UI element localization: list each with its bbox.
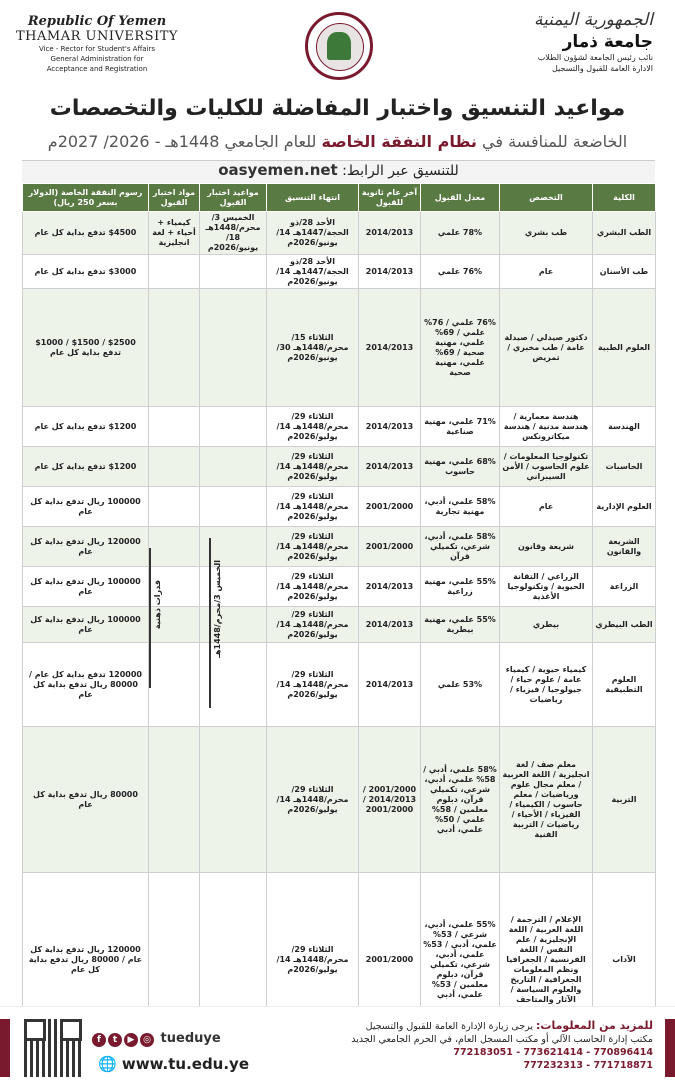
cell-end: الثلاثاء 15/محرم/1448هـ 30/يونيو/2026م — [267, 289, 359, 407]
column-header: معدل القبول — [421, 184, 500, 212]
table-row — [23, 289, 656, 407]
cell-fee: 100000 ريال تدفع بداية كل عام — [23, 567, 149, 607]
vice-rector-ar: نائب رئيس الجامعة لشؤون الطلاب — [537, 53, 653, 62]
admin-ar: الادارة العامة للقبول والتسجيل — [552, 64, 653, 73]
column-header: آخر عام ثانوية للقبول — [359, 184, 421, 212]
cell-year: 2001/2000 — [359, 487, 421, 527]
instagram-icon[interactable]: ◎ — [140, 1033, 154, 1047]
cell-year: 2001/2000 — [359, 527, 421, 567]
cell-year: 2014/2013 — [359, 212, 421, 255]
vice-rector-en: Vice - Rector for Student's Affairs — [38, 45, 156, 53]
cell-subjects — [149, 527, 200, 567]
column-header: مواعيد اختبار القبول — [200, 184, 267, 212]
footer-accent-left — [0, 1019, 10, 1077]
cell-subjects — [149, 487, 200, 527]
subjects-side-label: قدرات ذهنية — [153, 580, 162, 630]
cell-year: 2014/2013 — [359, 255, 421, 289]
cell-end: الثلاثاء 29/محرم/1448هـ 14/يوليو/2026م — [267, 643, 359, 727]
cell-college: الطب البيطري — [593, 607, 656, 643]
cell-fee: 80000 ريال تدفع بداية كل عام — [23, 727, 149, 873]
state-name-en: Republic Of Yemen — [27, 14, 167, 29]
footer-accent-right — [665, 1019, 675, 1077]
cell-college: العلوم الإدارية — [593, 487, 656, 527]
cell-rate: 58% علمي، أدبي، شرعي، تكميلي قرآن — [421, 527, 500, 567]
cell-spec: عام — [500, 487, 593, 527]
cell-rate: 53% علمي — [421, 643, 500, 727]
cell-rate: 55% علمي، أدبي، شرعي / 53% علمي، أدبي / 53% علمي، أدبي، شرعي، تكميلي قرآن، دبلوم معلمين / 53% علمي، أدبي — [421, 873, 500, 1047]
cell-fee: $3000 تدفع بداية كل عام — [23, 255, 149, 289]
subtitle-pre: الخاضعة للمنافسة في — [482, 132, 628, 151]
cell-subjects — [149, 727, 200, 873]
phones-1: 772183051 - 773621414 - 770896414 — [453, 1047, 653, 1058]
cell-spec: بيطري — [500, 607, 593, 643]
cell-subjects — [149, 407, 200, 447]
cell-spec: الإعلام / الترجمة / اللغة العربية / اللغة الإنجليزية / علم النفس / اللغة الفرنسية / الجغرافيا ونظم المعلومات الجغرافية / التاريخ والعلوم السياسة / الآثار والمتاحف — [500, 873, 593, 1047]
cell-test — [200, 289, 267, 407]
university-name-ar: جامعة ذمار — [562, 32, 653, 52]
contact-info — [313, 1019, 653, 1072]
cell-year: 2014/2013 — [359, 643, 421, 727]
table-row — [23, 487, 656, 527]
arabic-header — [463, 10, 653, 74]
cell-fee: $2500 / $1500 / $1000 تدفع بداية كل عام — [23, 289, 149, 407]
cell-end: الثلاثاء 29/محرم/1448هـ 14/يوليو/2026م — [267, 447, 359, 487]
cell-fee: 120000 تدفع بداية كل عام / 80000 ريال تدفع بداية كل عام — [23, 643, 149, 727]
cell-spec: شريعة وقانون — [500, 527, 593, 567]
url-label: للتنسيق عبر الرابط: — [342, 163, 459, 179]
cell-end: الثلاثاء 29/محرم/1448هـ 14/يوليو/2026م — [267, 407, 359, 447]
cell-college: التربية — [593, 727, 656, 873]
cell-fee: $1200 تدفع بداية كل عام — [23, 447, 149, 487]
cell-year: 2014/2013 — [359, 289, 421, 407]
cell-rate: 58% علمي، أدبي، مهنية تجارية — [421, 487, 500, 527]
social-links[interactable] — [92, 1031, 221, 1047]
cell-subjects — [149, 643, 200, 727]
office-text: مكتب إدارة الحاسب الآلي أو مكتب المسجل العام، في الحرم الجامعي الجديد — [351, 1034, 653, 1045]
cell-spec: معلم صف / لغة انجليزية / اللغة العربية / معلم مجال علوم ورياضيات / معلم حاسوب / الكيمياء / الفيزياء / الأحياء / رياضيات / التربية الفنية — [500, 727, 593, 873]
page-subtitle — [0, 132, 675, 151]
website-text: www.tu.edu.ye — [121, 1055, 250, 1073]
cell-subjects: كيمياء + أحياء + لغة انجليزية — [149, 212, 200, 255]
table-row — [23, 407, 656, 447]
cell-rate: 71% علمي، مهنية صناعية — [421, 407, 500, 447]
cell-spec: هندسة معمارية / هندسة مدنية / هندسة ميكاترونكس — [500, 407, 593, 447]
subjects-line — [149, 548, 151, 688]
cell-rate: 76% علمي / 76% علمي / 69% علمي، مهنية صحية / 69% علمي، مهنية صحية — [421, 289, 500, 407]
table-row — [23, 607, 656, 643]
cell-end: الثلاثاء 29/محرم/1448هـ 14/يوليو/2026م — [267, 527, 359, 567]
visit-text: يرجى زيارة الإدارة العامة للقبول والتسجيل — [365, 1021, 533, 1032]
page-title: مواعيد التنسيق واختبار المفاضلة للكليات والتخصصات — [49, 96, 626, 121]
cell-year: 2014/2013 — [359, 407, 421, 447]
cell-end: الأحد 28/ذو الحجة/1447هـ 14/يونيو/2026م — [267, 255, 359, 289]
cell-test: الخميس 3/محرم/1448هـ 18/يونيو/2026م — [200, 212, 267, 255]
qr-code-icon[interactable] — [24, 1019, 82, 1077]
cell-spec: عام — [500, 255, 593, 289]
cell-rate: 68% علمي، مهنية حاسوب — [421, 447, 500, 487]
cell-subjects — [149, 255, 200, 289]
cell-college: الزراعة — [593, 567, 656, 607]
table-header-row — [23, 184, 656, 212]
cell-fee: 100000 ريال تدفع بداية كل عام — [23, 487, 149, 527]
university-logo — [305, 12, 373, 80]
cell-subjects — [149, 289, 200, 407]
url-line — [22, 160, 655, 183]
more-info-label: للمزيد من المعلومات: — [536, 1019, 653, 1032]
cell-year: 2014/2013 — [359, 567, 421, 607]
cell-year: 2001/2000 — [359, 873, 421, 1047]
cell-spec: تكنولوجيا المعلومات / علوم الحاسوب / الأمن السيبراني — [500, 447, 593, 487]
cell-rate: 78% علمي — [421, 212, 500, 255]
cell-end: الثلاثاء 29/محرم/1448هـ 14/يوليو/2026م — [267, 567, 359, 607]
table-row — [23, 255, 656, 289]
column-header: مواد اختبار القبول — [149, 184, 200, 212]
cell-fee: $4500 تدفع بداية كل عام — [23, 212, 149, 255]
cell-spec: دكتور صيدلي / صيدلة عامة / طب مخبري / تمريض — [500, 289, 593, 407]
cell-year: 2014/2013 — [359, 607, 421, 643]
table-row — [23, 527, 656, 567]
admin-en-1: General Administration for — [50, 55, 144, 63]
cell-rate: 58% علمي، أدبي / 58% علمي، أدبي، شرعي، تكميلي قرآن، دبلوم معلمين / 58% علمي / 50% علمي، أدبي — [421, 727, 500, 873]
subtitle-highlight: نظام النفقة الخاصة — [321, 132, 477, 151]
test-date-side-label: الخميس 3/محرم/1448هـ — [213, 560, 222, 658]
university-name-en: THAMAR UNIVERSITY — [16, 29, 178, 44]
cell-fee: 120000 ريال تدفع بداية كل عام — [23, 527, 149, 567]
cell-spec: طب بشري — [500, 212, 593, 255]
social-handle: tueduye — [160, 1031, 221, 1046]
cell-rate: 76% علمي — [421, 255, 500, 289]
cell-end: الثلاثاء 29/محرم/1448هـ 14/يوليو/2026م — [267, 607, 359, 643]
test-date-line — [209, 538, 211, 708]
cell-spec: الزراعي / التقانة الحيوية / وتكنولوجيا الأغذية — [500, 567, 593, 607]
cell-college: الهندسة — [593, 407, 656, 447]
cell-fee: $1200 تدفع بداية كل عام — [23, 407, 149, 447]
phones-2: 777232313 - 771718871 — [523, 1060, 653, 1071]
website-link[interactable]: 🌐 www.tu.edu.ye — [98, 1055, 250, 1073]
cell-college: الشريعة والقانون — [593, 527, 656, 567]
cell-spec: كيمياء حيوية / كيمياء عامة / علوم حياء / جيولوجيا / فيزياء / رياضيات — [500, 643, 593, 727]
cell-end: الثلاثاء 29/محرم/1448هـ 14/يوليو/2026م — [267, 727, 359, 873]
cell-college: العلوم التطبيقية — [593, 643, 656, 727]
cell-rate: 55% علمي، مهنية زراعية — [421, 567, 500, 607]
cell-college: الحاسبات — [593, 447, 656, 487]
cell-year: 2014/2013 — [359, 447, 421, 487]
cell-fee: 100000 ريال تدفع بداية كل عام — [23, 607, 149, 643]
column-header: التخصص — [500, 184, 593, 212]
cell-college: الطب البشري — [593, 212, 656, 255]
cell-fee: 120000 ريال تدفع بداية كل عام / 80000 ريال تدفع بداية كل عام — [23, 873, 149, 1047]
facebook-icon[interactable]: f — [92, 1033, 106, 1047]
cell-end: الأحد 28/ذو الحجة/1447هـ 14/يونيو/2026م — [267, 212, 359, 255]
column-header: الكلية — [593, 184, 656, 212]
subtitle-post: للعام الجامعي 1448هـ - 2026/ 2027م — [47, 132, 317, 151]
footer — [0, 1006, 675, 1081]
cell-rate: 55% علمي، مهنية بيطرية — [421, 607, 500, 643]
cell-test — [200, 727, 267, 873]
admin-en-2: Acceptance and Registration — [46, 65, 148, 73]
column-header: رسوم النفقة الخاصة (الدولار بسعر 250 ريال) — [23, 184, 149, 212]
cell-test — [200, 487, 267, 527]
cell-college: العلوم الطبية — [593, 289, 656, 407]
cell-end: الثلاثاء 29/محرم/1448هـ 14/يوليو/2026م — [267, 487, 359, 527]
cell-end: الثلاثاء 29/محرم/1448هـ 14/يوليو/2026م — [267, 873, 359, 1047]
state-name-ar: الجمهورية اليمنية — [533, 10, 653, 30]
schedule-table — [22, 183, 656, 1047]
english-header — [12, 14, 182, 74]
table-row — [23, 212, 656, 255]
table-row — [23, 567, 656, 607]
cell-test — [200, 255, 267, 289]
table-row — [23, 643, 656, 727]
cell-test — [200, 447, 267, 487]
column-header: انتهاء التنسيق — [267, 184, 359, 212]
cell-subjects — [149, 447, 200, 487]
cell-year: 2001/2000 / 2014/2013 / 2001/2000 — [359, 727, 421, 873]
twitter-icon[interactable]: t — [108, 1033, 122, 1047]
cell-college: الآداب — [593, 873, 656, 1047]
coordination-link[interactable]: oasyemen.net — [218, 161, 338, 179]
table-row — [23, 447, 656, 487]
youtube-icon[interactable]: ▶ — [124, 1033, 138, 1047]
cell-college: طب الأسنان — [593, 255, 656, 289]
table-row — [23, 727, 656, 873]
cell-test — [200, 407, 267, 447]
